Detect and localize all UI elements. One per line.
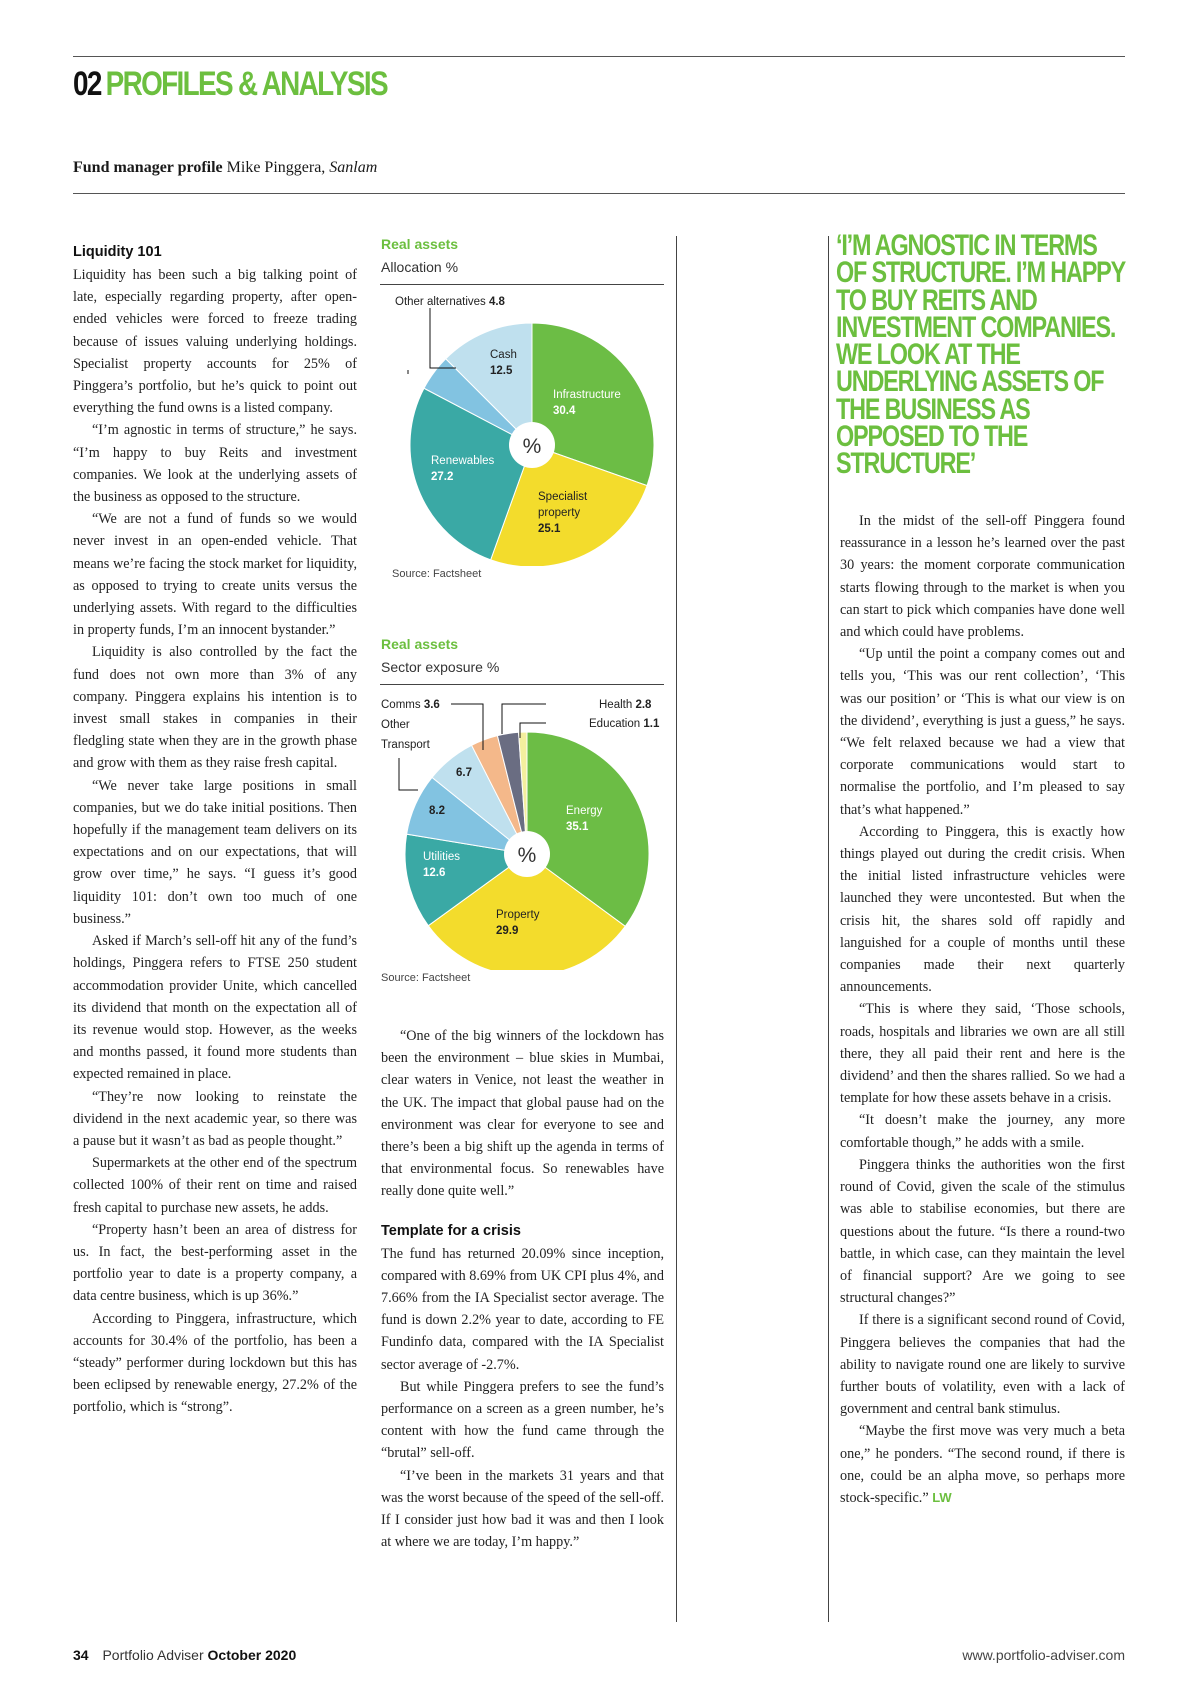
body-paragraph: The fund has returned 20.09% since inception, compared with 8.69% from UK CPI plus 4%, and 7.66% from the IA Specialist sector average. The fund is down 2.2% year to date, according to FE Fundinfo data, compared with the IA Specialist sector average of -2.7%.	[381, 1245, 664, 1373]
body-paragraph: “Up until the point a company comes out and tells you, ‘This was our rent collection’, ‘This was our position’ or ‘This is what our view is on the dividend’, everything is just a guess,” he says. “We felt relaxed because we had a view that corporate communications would start to normalise the portfolio, and I’m pleased to say that’s what happened.”	[840, 646, 1125, 818]
chart-1-value-other: 4.8	[488, 296, 505, 308]
body-paragraph: According to Pinggera, this is exactly how things played out during the credit crisis. When the initial listed infrastructure vehicles were launched they were uncontested. But when the crisis hit, the shares sold off rapidly and languished for a couple of months until these companies made their next quarterly announcements.	[840, 823, 1125, 996]
pie-center-label: %	[522, 435, 542, 458]
company-name: Sanlam	[329, 159, 378, 176]
chart-2-label-other: Other	[381, 719, 410, 731]
chart-2-leader-transport	[399, 758, 418, 790]
body-paragraph: If there is a significant second round of Covid, Pinggera believes the companies that had the ability to navigate round one are likely to survive further bouts of volatility, even with a lack of government and central bank stimulus.	[840, 1312, 1125, 1418]
column-divider-left	[676, 236, 677, 1622]
svg-text:Other alternatives 4.8	[395, 296, 506, 308]
chart-1-label-infrastructure: Infrastructure	[553, 389, 621, 401]
pie-center-label: %	[517, 844, 537, 867]
chart-2-leader-health	[502, 704, 546, 734]
chart-2-value-utilities: 12.6	[423, 867, 446, 879]
column-2-body-b	[381, 1243, 664, 1554]
chart-2-value-energy: 35.1	[566, 821, 589, 833]
body-paragraph: “I’m agnostic in terms of structure,” he says. “I’m happy to buy Reits and investment companies. We look at the underlying assets of the business as opposed to the structure.	[73, 422, 357, 506]
closing-paragraph	[840, 1420, 1125, 1509]
chart-1-rule	[380, 284, 664, 285]
body-paragraph: In the midst of the sell-off Pinggera found reassurance in a lesson he’s learned over the past 30 years: the moment corporate communication starts flowing through to the market is when you can start to pick which companies have done well and which could have problems.	[840, 513, 1125, 641]
chart-2-label-transport: Transport	[381, 739, 430, 751]
article-column-1	[73, 242, 357, 1419]
chart-2-subtitle: Sector exposure %	[381, 659, 500, 675]
column-2-body-a	[381, 1025, 664, 1203]
column-divider-right	[828, 236, 829, 1622]
chart-2-value-other: 6.7	[456, 767, 472, 779]
section-header	[73, 64, 387, 104]
manager-name: Mike Pinggera,	[226, 159, 326, 176]
column-3-body	[840, 510, 1125, 1420]
profile-rule	[73, 193, 1125, 194]
article-column-3	[840, 510, 1125, 1509]
body-paragraph: “It doesn’t make the journey, any more comfortable though,” he adds with a smile.	[840, 1112, 1125, 1151]
chart-2-value-education: 1.1	[643, 718, 660, 730]
body-paragraph: “One of the big winners of the lockdown has been the environment – blue skies in Mumbai, clear waters in Venice, not least the weather in the UK. The impact that global pause had on the environment was clear for everyone to see and there’s been a big shift up the agenda in terms of that environmental focus. So renewables have really done quite well.”	[381, 1028, 664, 1200]
issue-date: October 2020	[207, 1647, 297, 1663]
body-paragraph: “They’re now looking to reinstate the dividend in the next academic year, so there was a pause but it wasn’t as bad as people thought.”	[73, 1088, 357, 1149]
subheading-liquidity: Liquidity 101	[73, 244, 162, 260]
chart-2-value-comms: 3.6	[423, 699, 440, 711]
body-paragraph: Liquidity is also controlled by the fact the fund does not own more than 3% of any company. Pinggera explains his intention is to invest small stakes in companies in their fledgling state when they are in the growth phase and grow with them as they raise fresh capital.	[73, 644, 357, 772]
header-rule	[73, 56, 1125, 57]
svg-text:Comms 3.6	[381, 699, 440, 711]
body-paragraph: “Property hasn’t been an area of distress for us. In fact, the best-performing asset in the portfolio year to date is a property company, a data centre business, which is up 36%.”	[73, 1221, 357, 1305]
chart-2-rule	[380, 684, 664, 685]
body-paragraph: According to Pinggera, infrastructure, which accounts for 30.4% of the portfolio, has been a “steady” performer during lockdown but this has been eclipsed by renewable energy, 27.2% of the portfolio, which is “strong”.	[73, 1310, 357, 1416]
chart-2-value-transport: 8.2	[429, 805, 445, 817]
chart-1-value-specialist: 25.1	[538, 523, 561, 535]
chart-1-pie	[378, 290, 668, 566]
chart-2-label-comms: Comms	[381, 699, 421, 711]
chart-2-label-utilities: Utilities	[423, 851, 461, 863]
chart-1-label-renewables: Renewables	[431, 455, 495, 467]
chart-1-label-specialist-2: property	[538, 507, 581, 519]
body-paragraph: “I’ve been in the markets 31 years and that was the worst because of the speed of the sell-off. If I consider just how bad it was and then I look at where we are today, I’m happy.”	[381, 1467, 664, 1551]
chart-2-label-education: Education	[589, 718, 641, 730]
chart-1-subtitle: Allocation %	[381, 259, 459, 275]
chart-2-source: Source: Factsheet	[381, 972, 471, 984]
chart-2-value-health: 2.8	[635, 699, 652, 711]
chart-1-label-specialist-1: Specialist	[538, 491, 588, 503]
body-paragraph: Supermarkets at the other end of the spectrum collected 100% of their rent on time and raised fresh capital to purchase new assets, he adds.	[73, 1155, 357, 1216]
chart-2-label-energy: Energy	[566, 805, 603, 817]
chart-1-value-infrastructure: 30.4	[553, 405, 576, 417]
chart-2-title: Real assets	[381, 636, 459, 652]
closing-paragraph-text: “Maybe the first move was very much a beta one,” he ponders. “The second round, if there is one, could be an alpha move, so perhaps more stock-specific.”	[840, 1423, 1125, 1506]
website-url[interactable]: www.portfolio-adviser.com	[962, 1647, 1125, 1663]
section-title: PROFILES & ANALYSIS	[105, 65, 387, 103]
section-number: 02	[73, 65, 101, 103]
body-paragraph: “This is where they said, ‘Those schools, roads, hospitals and libraries we own are all still there, they all paid their rent and here is the dividend’ and then the shares rallied. So we had a template for how these assets behave in a crisis.	[840, 1001, 1125, 1107]
profile-line	[73, 158, 377, 178]
body-paragraph: Liquidity has been such a big talking point of late, especially regarding property, after open-ended vehicles were forced to freeze trading because of issues valuing underlying holdings. Specialist property accounts for 25% of Pinggera’s portfolio, but he’s quick to point out everything the fund owns is a listed company.	[73, 267, 357, 417]
chart-1-label-other: Other alternatives	[395, 296, 486, 308]
article-column-2	[381, 1025, 664, 1553]
body-paragraph: Pinggera thinks the authorities won the first round of Covid, given the scale of the stimulus was able to stabilise economies, but there are questions about the future. “Is there a round-two battle, in which case, can they maintain the level of financial support? Are we going to see structural changes?”	[840, 1156, 1125, 1307]
chart-2-label-property: Property	[496, 909, 540, 921]
footer-left	[73, 1647, 296, 1663]
chart-1-value-cash: 12.5	[490, 365, 513, 377]
chart-1-value-renewables: 27.2	[431, 471, 454, 483]
chart-2-pie	[378, 690, 668, 970]
body-paragraph: Asked if March’s sell-off hit any of the fund’s holdings, Pinggera refers to FTSE 250 student accommodation provider Unite, which cancelled its dividend that month on the expectation all of its revenue would stop. However, as the weeks and months passed, it found more students than expected remained in place.	[73, 933, 357, 1083]
page-number: 34	[73, 1647, 89, 1663]
chart-1-title: Real assets	[381, 236, 459, 252]
svg-text:Education 1.1	[589, 718, 660, 730]
chart-1-source: Source: Factsheet	[392, 568, 482, 580]
svg-text:Health 2.8	[599, 699, 652, 711]
subheading-template: Template for a crisis	[381, 1222, 521, 1239]
chart-2-value-property: 29.9	[496, 925, 519, 937]
pull-quote: ‘I’M AGNOSTIC IN TERMS OF STRUCTURE. I’M HAPPY TO BUY REITS AND INVESTMENT COMPANIES. WE LOOK AT THE UNDERLYING ASSETS OF THE BUSINESS AS OPPOSED TO THE STRUCTURE’	[836, 229, 1125, 481]
chart-2-label-health: Health	[599, 699, 633, 711]
profile-label: Fund manager profile	[73, 159, 223, 176]
publication-name: Portfolio Adviser	[102, 1647, 204, 1663]
chart-1-label-cash: Cash	[490, 349, 517, 361]
column-1-body	[73, 264, 357, 1419]
body-paragraph: But while Pinggera prefers to see the fund’s performance on a screen as a green number, he’s content with how the fund came through the “brutal” sell-off.	[381, 1378, 664, 1462]
body-paragraph: “We are not a fund of funds so we would never invest in an open-ended vehicle. That means we’re facing the stock market for liquidity, as opposed to trying to create units versus the underlying assets. With regard to the difficulties in property funds, I’m an innocent bystander.”	[73, 511, 357, 639]
author-signoff: LW	[932, 1489, 952, 1505]
body-paragraph: “We never take large positions in small companies, but we do take initial positions. Then hopefully if the management team delivers on its expectations and on our expectations, that will grow over time,” he says. “I guess it’s good liquidity 101: don’t own too much of one business.”	[73, 777, 357, 927]
